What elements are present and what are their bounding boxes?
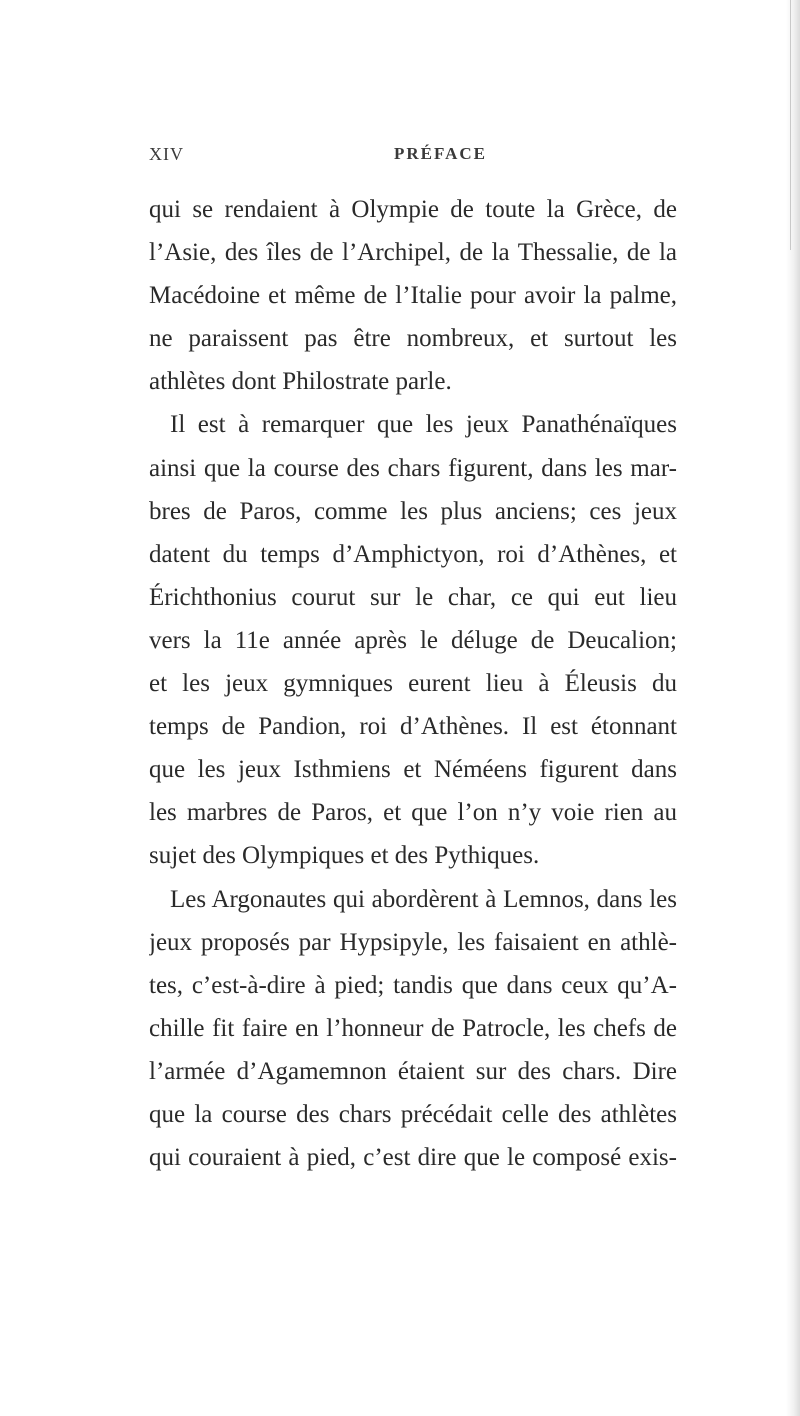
text-line: l’armée d’Agamemnon étaient sur des chars. Dire [149,1057,677,1085]
text-line: et les jeux gymniques eurent lieu à Éleusis du [149,670,677,698]
text-line: datent du temps d’Amphictyon, roi d’Athènes, et [149,540,677,568]
paragraph-first-line: Les Argonautes qui abordèrent à Lemnos, dans les [170,885,677,913]
text-line: bres de Paros, comme les plus anciens; ces jeux [149,497,677,525]
text-line: que la course des chars précédait celle des athlètes [149,1100,677,1128]
text-line: ne paraissent pas être nombreux, et surtout les [149,325,677,353]
page-edge-line [790,0,791,250]
page-number: XIV [149,144,184,164]
text-line: qui se rendaient à Olympie de toute la Grèce, de [149,196,677,223]
text-line: Érichthonius courut sur le char, ce qui eut lieu [149,583,677,611]
text-line: qui couraient à pied, c’est dire que le composé exis- [149,1144,677,1172]
text-line: jeux proposés par Hypsipyle, les faisaient en athlè- [149,928,677,956]
text-line: tes, c’est-à-dire à pied; tandis que dans ceux qu’A- [149,971,677,999]
text-line: que les jeux Isthmiens et Néméens figurent dans [149,756,677,784]
text-line: vers la 11e année après le déluge de Deucalion; [149,626,677,654]
paragraph-end-line: athlètes dont Philostrate parle. [149,368,452,396]
text-line: les marbres de Paros, et que l’on n’y voie rien au [149,799,677,827]
text-line: temps de Pandion, roi d’Athènes. Il est étonnant [149,713,677,741]
text-line: Macédoine et même de l’Italie pour avoir la palme, [149,282,677,310]
paragraph-first-line: Il est à remarquer que les jeux Panathénaïques [170,411,677,439]
text-line: chille fit faire en l’honneur de Patrocle, les chefs de [149,1014,677,1042]
page-edge-shadow [786,0,800,1416]
running-head [149,144,679,174]
running-title: PRÉFACE [394,144,488,163]
text-line: ainsi que la course des chars figurent, dans les mar- [149,454,677,482]
paragraph-end-line: sujet des Olympiques et des Pythiques. [149,842,540,870]
body-text [149,188,677,1179]
text-line: l’Asie, des îles de l’Archipel, de la Thessalie, de la [149,239,677,267]
